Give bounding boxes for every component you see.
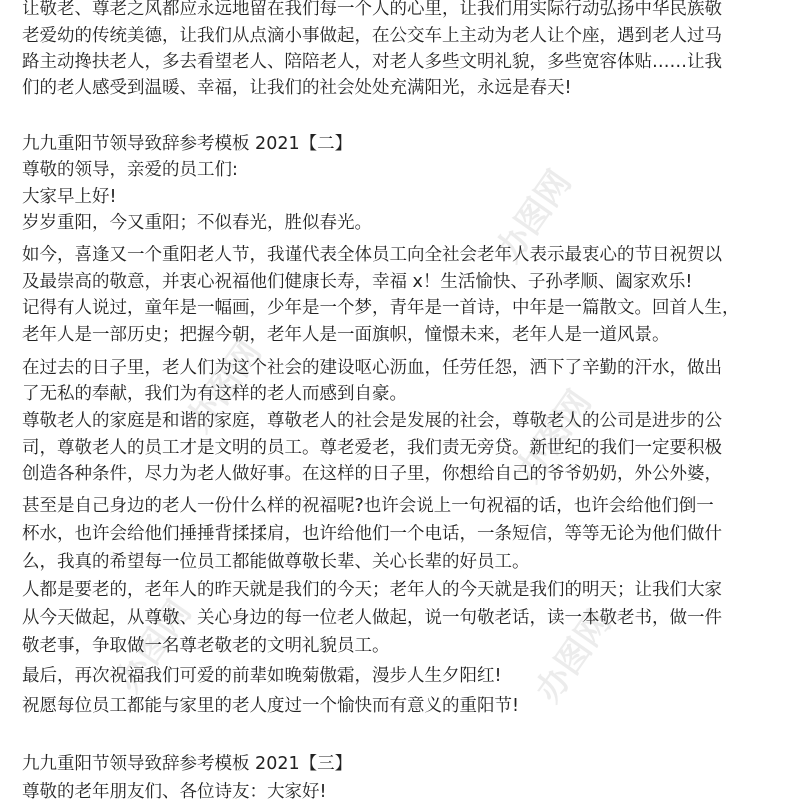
paragraph-line: 从今天做起，从尊敬、关心身边的每一位老人做起，说一句敬老话，读一本敬老书，做一件: [22, 608, 722, 628]
watermark: 办图网: [108, 593, 200, 700]
paragraph-line: 祝愿每位员工都能与家里的老人度过一个愉快而有意义的重阳节!: [22, 696, 520, 716]
paragraph-line: 了无私的奉献，我们为有这样的老人而感到自豪。: [22, 384, 407, 404]
paragraph-line: 及最崇高的敬意，并衷心祝福他们健康长寿，幸福 x！生活愉快、子孙孝顺、阖家欢乐!: [22, 272, 693, 292]
paragraph-line: 么，我真的希望每一位员工都能做尊敬长辈、关心长辈的好员工。: [22, 552, 530, 572]
salutation: 尊敬的领导，亲爱的员工们:: [22, 160, 238, 180]
watermark: 办图网: [508, 383, 600, 490]
section-heading: 九九重阳节领导致辞参考模板 2021【三】: [22, 754, 353, 774]
paragraph-line: 尊敬老人的家庭是和谐的家庭，尊敬老人的社会是发展的社会，尊敬老人的公司是进步的公: [22, 411, 722, 431]
watermark: 办图网: [178, 333, 270, 440]
paragraph-line: 老年人是一部历史；把握今朝，老年人是一面旗帜，憧憬未来，老年人是一道风景。: [22, 325, 670, 345]
paragraph-line: 最后，再次祝福我们可爱的前辈如晚菊傲霜，漫步人生夕阳红!: [22, 666, 502, 686]
paragraph-line: 岁岁重阳，今又重阳；不似春光，胜似春光。: [22, 213, 372, 233]
section-heading: 九九重阳节领导致辞参考模板 2021【二】: [22, 134, 353, 154]
paragraph-line: 司，尊敬老人的员工才是文明的员工。尊老爱老，我们责无旁贷。新世纪的我们一定要积极: [22, 438, 722, 458]
paragraph-line: 记得有人说过，童年是一幅画，少年是一个梦，青年是一首诗，中年是一篇散文。回首人生，: [22, 298, 740, 318]
salutation: 尊敬的老年朋友们、各位诗友：大家好!: [22, 782, 327, 802]
paragraph-line: 让敬老、尊老之风都应永远地留在我们每一个人的心里，让我们用实际行动弘扬中华民族敬: [22, 0, 722, 19]
greeting: 大家早上好!: [22, 187, 117, 207]
paragraph-line: 在过去的日子里，老人们为这个社会的建设呕心沥血，任劳任怨，洒下了辛勤的汗水，做出: [22, 358, 722, 378]
paragraph-line: 敬老事，争取做一名尊老敬老的文明礼貌员工。: [22, 636, 390, 656]
paragraph-line: 人都是要老的，老年人的昨天就是我们的今天；老年人的今天就是我们的明天；让我们大家: [22, 580, 722, 600]
paragraph-line: 老爱幼的传统美德，让我们从点滴小事做起，在公交车上主动为老人让个座，遇到老人过马: [22, 26, 722, 46]
watermark: 办图网: [528, 603, 620, 710]
paragraph-line: 甚至是自己身边的老人一份什么样的祝福呢?也许会说上一句祝福的话，也许会给他们倒一: [22, 496, 714, 516]
paragraph-line: 们的老人感受到温暖、幸福，让我们的社会处处充满阳光，永远是春天!: [22, 78, 572, 98]
paragraph-line: 杯水，也许会给他们捶捶背揉揉肩，也许给他们一个电话，一条短信，等等无论为他们做什: [22, 524, 722, 544]
paragraph-line: 如今，喜逢又一个重阳老人节，我谨代表全体员工向全社会老年人表示最衷心的节日祝贺以: [22, 245, 722, 265]
paragraph-line: 路主动搀扶老人，多去看望老人、陪陪老人，对老人多些文明礼貌，多些宽容体贴……让我: [22, 52, 722, 72]
paragraph-line: 创造各种条件，尽力为老人做好事。在这样的日子里，你想给自己的爷爷奶奶，外公外婆，: [22, 464, 722, 484]
watermark: 办图网: [488, 163, 580, 270]
